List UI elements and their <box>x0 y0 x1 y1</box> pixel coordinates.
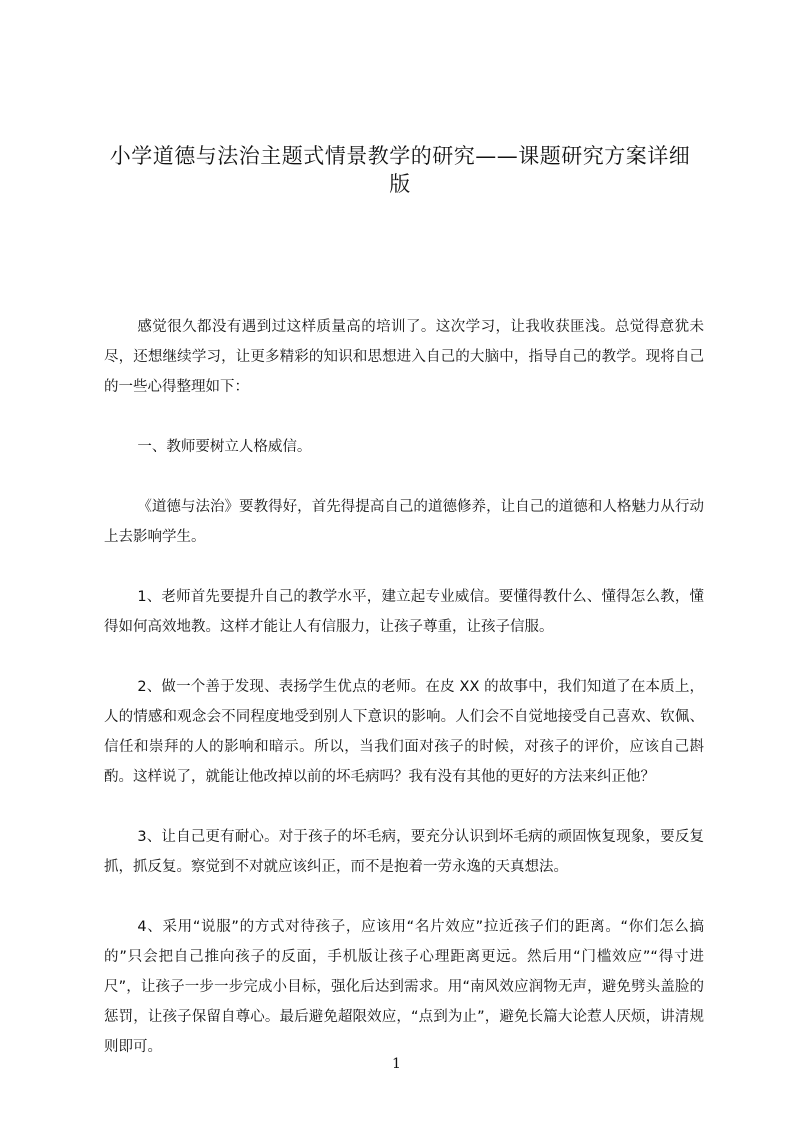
paragraph-point-4: 4、采用“说服”的方式对待孩子，应该用“名片效应”拉近孩子们的距离。“你们怎么搞的”只会把自己推向孩子的反面，手机版让孩子心理距离更远。然后用“门槛效应”“得寸进尺”，让孩子一步一步完成小目标，强化后达到需求。用“南风效应润物无声，避免劈头盖脸的惩罚，让孩子保留自尊心。最后避免超限效应，“点到为止”，避免长篇大论惹人厌烦，讲清规则即可。 <box>104 919 704 1055</box>
document-body <box>104 312 704 1092</box>
page-number: 1 <box>392 1056 401 1072</box>
section-heading-1: 一、教师要树立人格威信。 <box>137 439 312 455</box>
paragraph-point-1: 1、老师首先要提升自己的教学水平，建立起专业威信。要懂得教什么、懂得怎么教，懂得如何高效地教。这样才能让人有信服力，让孩子尊重，让孩子信服。 <box>104 589 704 635</box>
paragraph-point-2: 2、做一个善于发现、表扬学生优点的老师。在皮 XX 的故事中，我们知道了在本质上，人的情感和观念会不同程度地受到别人下意识的影响。人们会不自觉地接受自己喜欢、钦佩、信任和崇拜的人的影响和暗示。所以，当我们面对孩子的时候，对孩子的评价，应该自己斟酌。这样说了，就能让他改掉以前的坏毛病吗？我有没有其他的更好的方法来纠正他？ <box>104 679 704 785</box>
document-title: 小学道德与法治主题式情景教学的研究——课题研究方案详细版 <box>109 144 691 196</box>
paragraph-moral-cultivation: 《道德与法治》要教得好，首先得提高自己的道德修养，让自己的道德和人格魅力从行动上去影响学生。 <box>104 499 704 545</box>
paragraph-point-3: 3、让自己更有耐心。对于孩子的坏毛病，要充分认识到坏毛病的顽固恢复现象，要反复抓，抓反复。察觉到不对就应该纠正，而不是抱着一劳永逸的天真想法。 <box>104 829 704 875</box>
paragraph-intro: 感觉很久都没有遇到过这样质量高的培训了。这次学习，让我收获匪浅。总觉得意犹未尽，还想继续学习，让更多精彩的知识和思想进入自己的大脑中，指导自己的教学。现将自己的一些心得整理如下： <box>104 319 704 395</box>
